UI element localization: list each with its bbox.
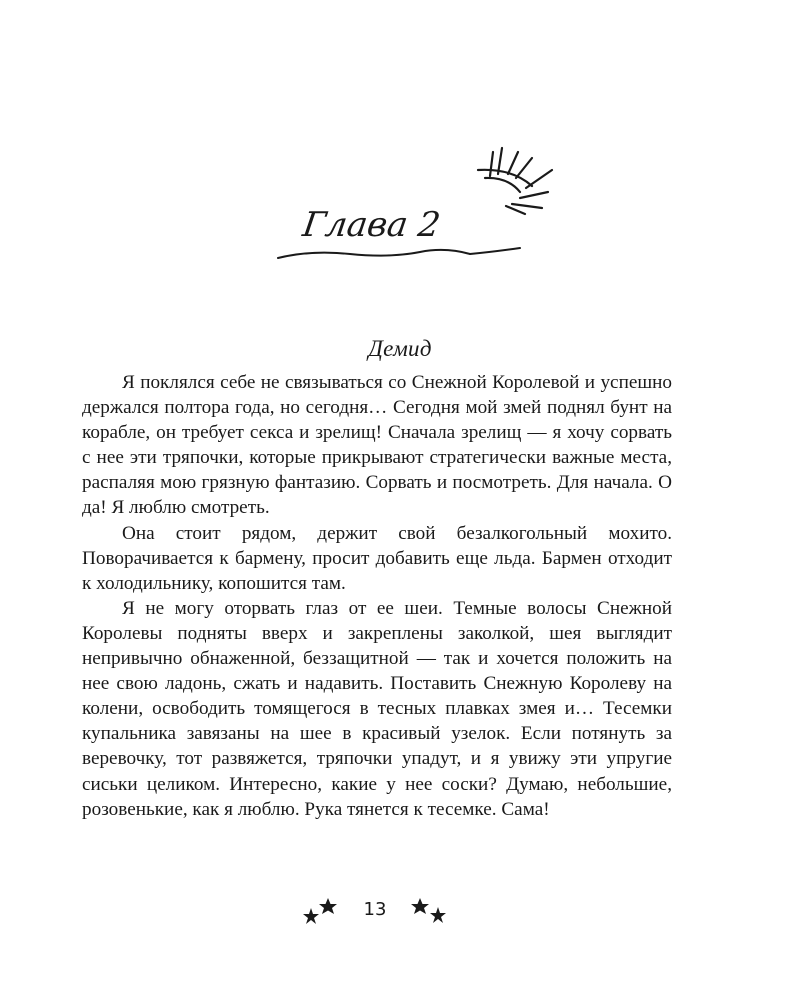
character-name: Демид [368,336,432,361]
paragraph: Я поклялся себе не связываться со Снежной Королевой и успешно держался полтора года, но сегодня… Сегодня мой змей поднял бунт на корабле, он требует секса и зрелищ! Сначала зрелищ — я хочу сорвать с нее эти тряпочки, которые прикрывают стратегически важные места, распаляя мою грязную фантазию. Сорвать и посмотреть. Для начала. О да! Я люблю смотреть. [82,372,672,519]
chapter-title: Глава 2 [300,205,443,245]
page-footer [0,896,800,932]
paragraph: Она стоит рядом, держит свой безалкогольный мохито. Поворачивается к бармену, просит добавить еще льда. Бармен отходит к холодильнику, копошится там. [82,522,672,594]
body-text [82,370,672,822]
chapter-title-wrapper [270,140,590,270]
page-number: 13 [363,899,387,920]
paragraph: Я не могу оторвать глаз от ее шеи. Темные волосы Снежной Королевы подняты вверх и закреплены заколкой, шея выглядит непривычно обнаженной, беззащитной — так и хочется положить на нее свою ладонь, сжать и надавить. Поставить Снежную Королеву на колени, освободить томящегося в тесных плавках змея и… Тесемки купальника завязаны на шее в красивый узелок. Если потянуть за веревочку, тот развяжется, тряпочки упадут, и я увижу эти упругие сиськи целиком. Интересно, какие у нее соски? Думаю, небольшие, розовенькие, как я люблю. Рука тянется к тесемке. Сама! [82,597,672,820]
stars-right-icon [408,896,454,926]
stars-left-icon [298,896,344,926]
